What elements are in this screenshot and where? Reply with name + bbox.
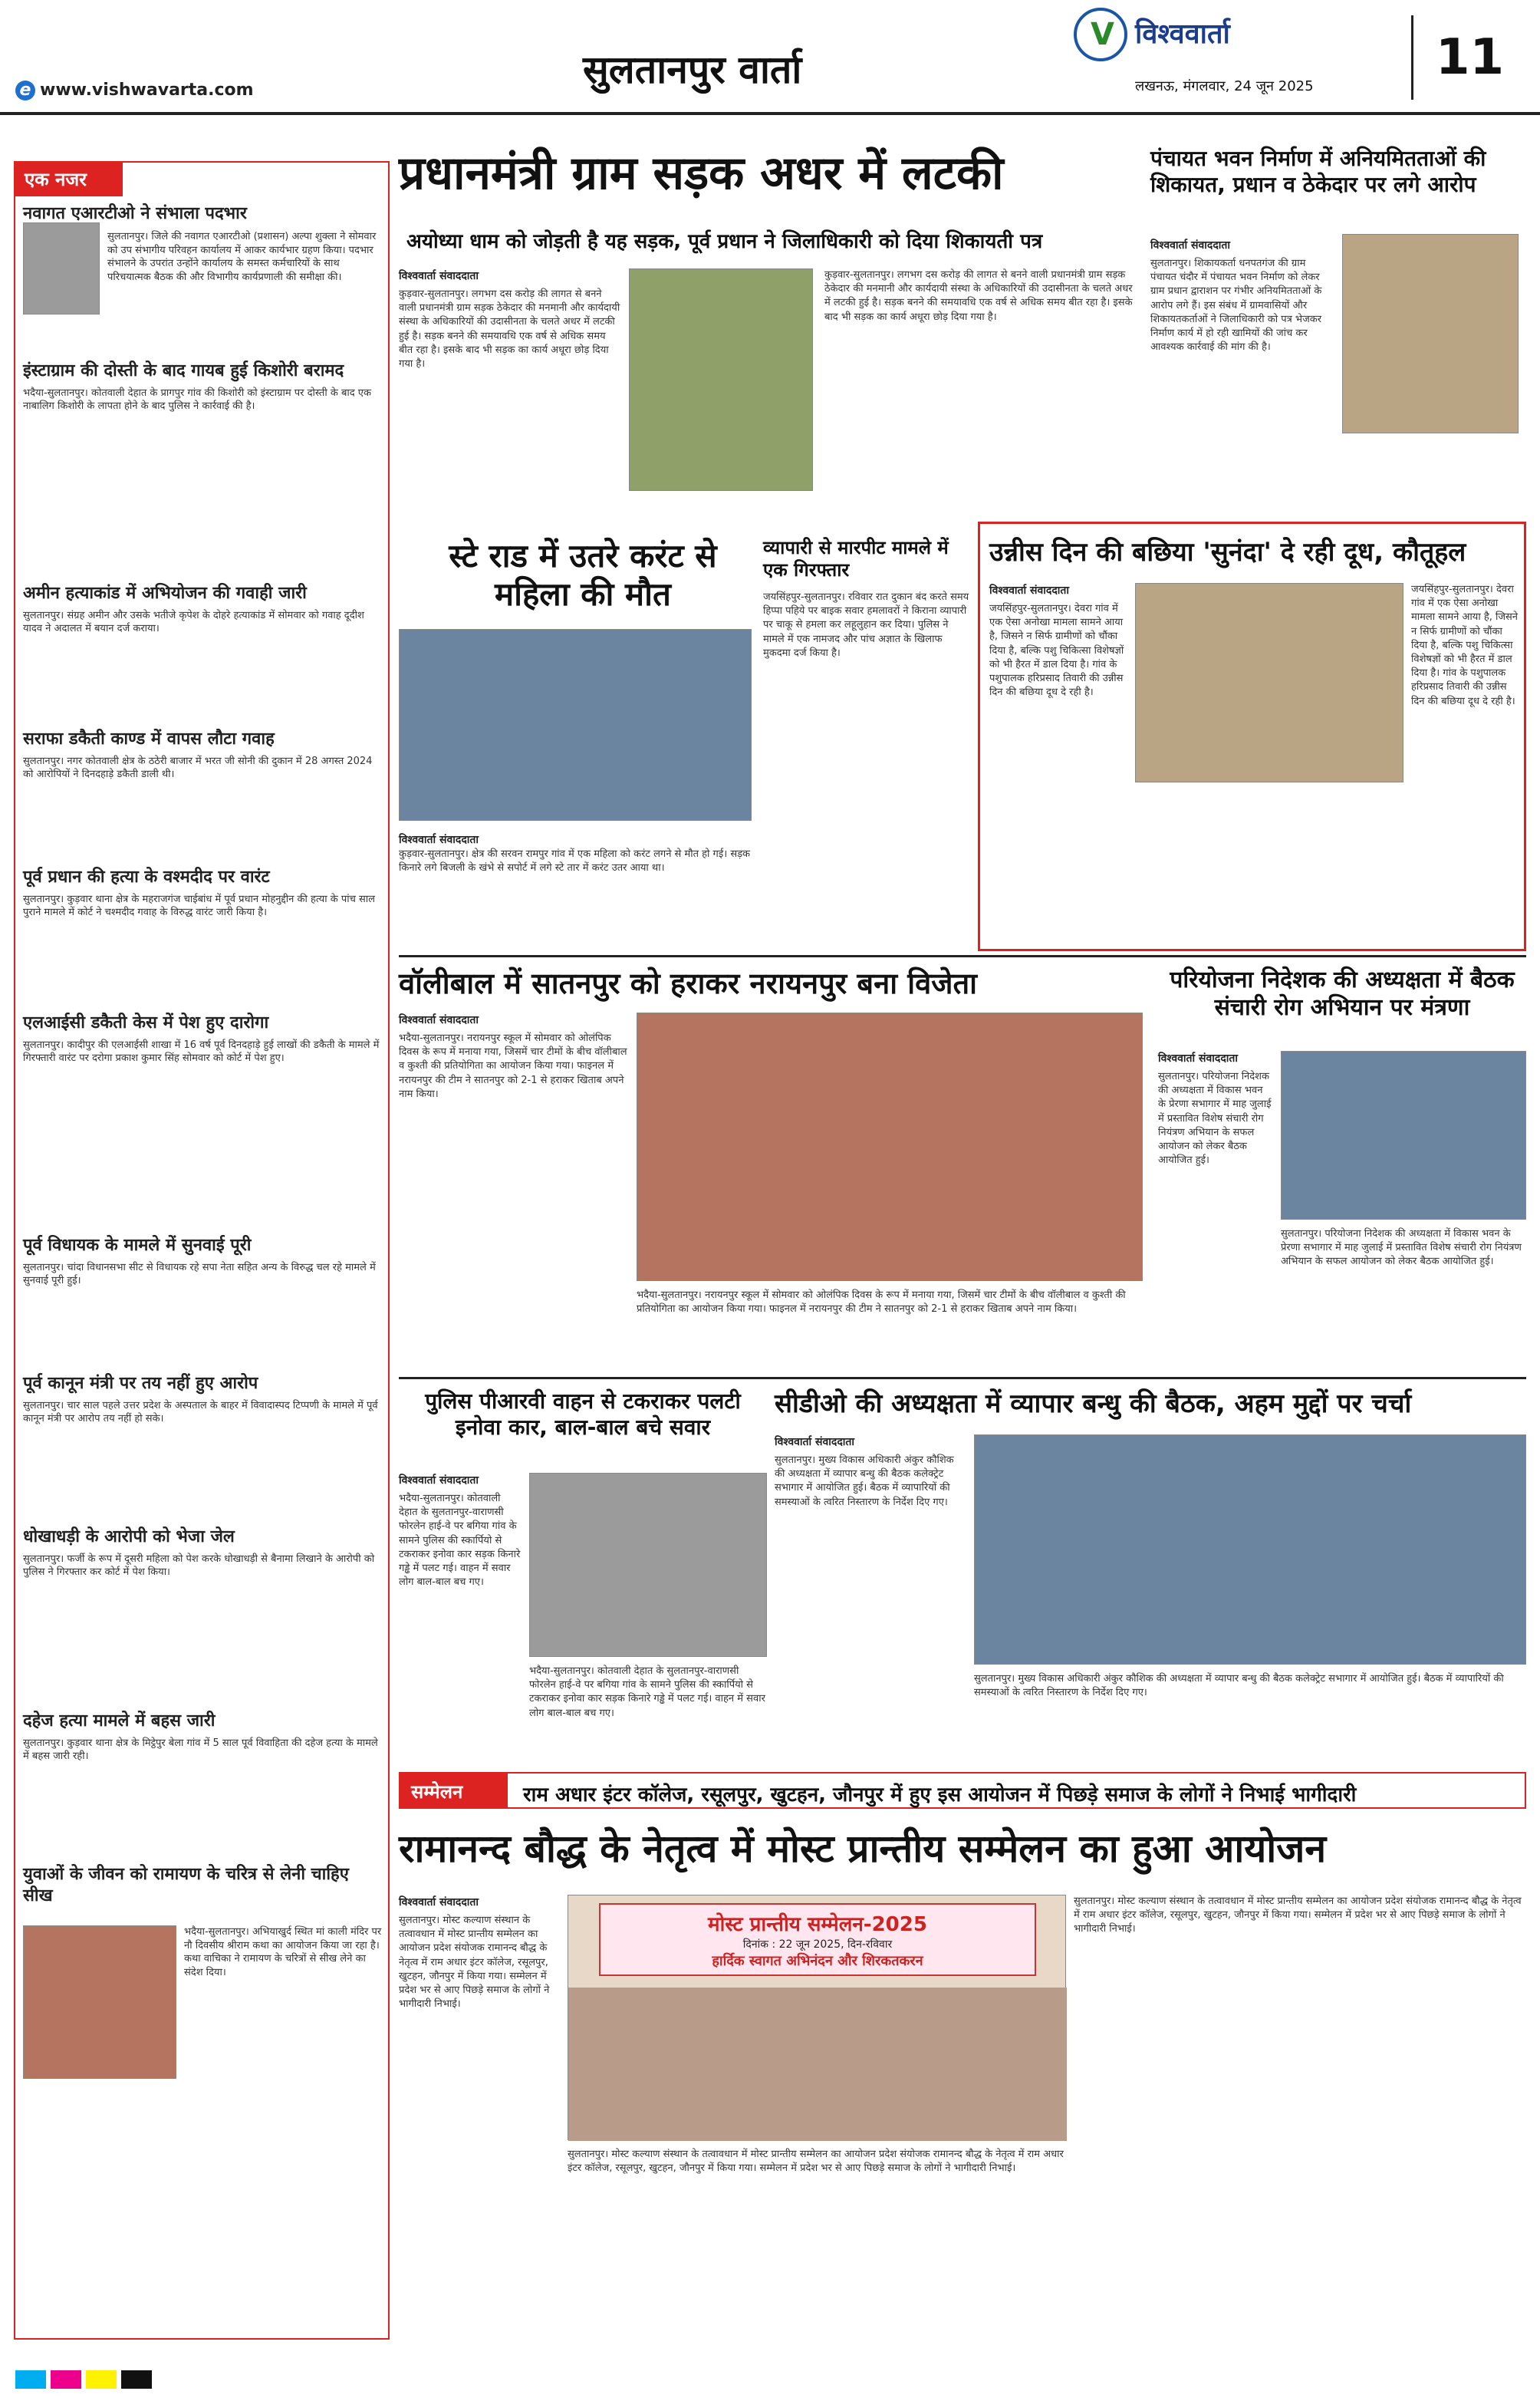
sammelan-photo-banner xyxy=(599,1903,1036,1976)
brand-logo-icon xyxy=(1074,8,1127,61)
police-byline: विश्ववार्ता संवाददाता xyxy=(399,1474,479,1487)
left-headline: युवाओं के जीवन को रामायण के चरित्र से लेनी चाहिए सीख xyxy=(23,1865,349,1905)
left-headline: धोखाधड़ी के आरोपी को भेजा जेल xyxy=(23,1527,235,1546)
current-photo xyxy=(399,629,752,821)
sammelan-body: सुलतानपुर। मोस्ट कल्याण संस्थान के तत्वावधान में मोस्ट प्रान्तीय सम्मेलन का आयोजन प्रदेश संयोजक रामानन्द बौद्ध के नेतृत्व में राम अधार इंटर कॉलेज, रसूलपुर, खुटहन, जौनपुर में किया गया। सम्मेलन में प्रदेश भर से आए पिछड़े समाज के लोगों ने भागीदारी निभाई। xyxy=(399,1915,550,2011)
browser-e-icon: e xyxy=(15,81,35,100)
website-link[interactable]: e www.vishwavarta.com xyxy=(15,81,254,100)
page-number: 11 xyxy=(1411,15,1526,100)
cyan-swatch xyxy=(15,2370,46,2389)
masthead xyxy=(0,0,1540,115)
cdo-body: सुलतानपुर। मुख्य विकास अधिकारी अंकुर कौशिक की अध्यक्षता में व्यापार बन्धु की बैठक कलेक्ट्रेट सभागार में आयोजित हुई। बैठक में व्यापारियों की समस्याओं के त्वरित निस्तारण के निर्देश दिए गए। xyxy=(775,1454,954,1508)
calf-headline: उन्नीस दिन की बछिया 'सुनंदा' दे रही दूध, कौतूहल xyxy=(989,537,1466,568)
calf-byline: विश्ववार्ता संवाददाता xyxy=(989,585,1070,597)
sammelan-banner-text: राम अधार इंटर कॉलेज, रसूलपुर, खुटहन, जौनपुर में हुए इस आयोजन में पिछड़े समाज के लोगों ने निभाई भागीदारी xyxy=(523,1783,1357,1807)
left-item-4 xyxy=(23,729,383,782)
photo-banner-title: मोस्ट प्रान्तीय सम्मेलन-2025 xyxy=(708,1913,927,1936)
left-body: भदैया-सुलतानपुर। अभियाखुर्द स्थित मां काली मंदिर पर नौ दिवसीय श्रीराम कथा का आयोजन किया जा रहा है। कथा वाचिका ने रामायण के चरित्रों से सीख लेने का संदेश दिया। xyxy=(184,1926,382,1978)
calf-photo xyxy=(1135,583,1403,782)
ek-najar-tag: एक नजर xyxy=(15,163,123,196)
project-body-cont: सुलतानपुर। परियोजना निदेशक की अध्यक्षता में विकास भवन के प्रेरणा सभागार में माह जुलाई में प्रस्तावित विशेष संचारी रोग नियंत्रण अभियान के सफल आयोजन को लेकर बैठक आयोजित हुई। xyxy=(1281,1228,1522,1268)
left-headline: पूर्व प्रधान की हत्या के वश्मदीद पर वारंट xyxy=(23,868,270,887)
cdo-headline: सीडीओ की अध्यक्षता में व्यापार बन्धु की बैठक, अहम मुद्दों पर चर्चा xyxy=(775,1388,1412,1419)
project-byline: विश्ववार्ता संवाददाता xyxy=(1158,1052,1239,1065)
left-item-1 xyxy=(23,203,383,225)
road-photo xyxy=(629,268,813,491)
left-item-8 xyxy=(23,1373,383,1426)
police-photo xyxy=(529,1473,767,1657)
cdo-photo xyxy=(974,1434,1526,1665)
left-headline: एलआईसी डकैती केस में पेश हुए दारोगा xyxy=(23,1013,269,1033)
section-title: सुलतानपुर वार्ता xyxy=(583,47,802,92)
lead-byline: विश्ववार्ता संवाददाता xyxy=(399,270,479,282)
sammelan-body-right: सुलतानपुर। मोस्ट कल्याण संस्थान के तत्वावधान में मोस्ट प्रान्तीय सम्मेलन का आयोजन प्रदेश संयोजक रामानन्द बौद्ध के नेतृत्व में राम अधार इंटर कॉलेज, रसूलपुर, खुटहन, जौनपुर में किया गया। सम्मेलन में प्रदेश भर से आए पिछड़े समाज के लोगों ने भागीदारी निभाई। xyxy=(1074,1895,1522,1935)
brand-block xyxy=(1074,8,1396,100)
left-item-5 xyxy=(23,867,383,920)
left-item-7 xyxy=(23,1235,383,1288)
color-registration-strip xyxy=(15,2370,1525,2389)
left-body: सुलतानपुर। कादीपुर की एलआईसी शाखा में 16 वर्ष पूर्व दिनदहाड़े हुई लाखों की डकैती के मामले में गिरफ्तारी वारंट पर दरोगा प्रकाश कुमार सिंह सोमवार को कोर्ट में पेश हुए। xyxy=(23,1039,380,1065)
project-body: सुलतानपुर। परियोजना निदेशक की अध्यक्षता में विकास भवन के प्रेरणा सभागार में माह जुलाई में प्रस्तावित विशेष संचारी रोग नियंत्रण अभियान के सफल आयोजन को लेकर बैठक आयोजित हुई। xyxy=(1158,1071,1272,1167)
left-body: सुलतानपुर। जिले की नवागत एआरटीओ (प्रशासन) अल्पा शुक्ला ने सोमवार को उप संभागीय परिवहन कार्यालय में आकर कार्यभार ग्रहण किया। पदभार संभालने के उपरांत उन्होंने कार्यालय के समस्त कर्मचारियों के साथ परिचयात्मक बैठक की और विभागीय कार्यप्रणाली की समीक्षा की। xyxy=(107,231,377,283)
police-body: भदैया-सुलतानपुर। कोतवाली देहात के सुलतानपुर-वाराणसी फोरलेन हाई-वे पर बगिया गांव के सामने पुलिस की स्कार्पियो से टकराकर इनोवा कार सड़क किनारे गड्ढे में पलट गई। वाहन में सवार लोग बाल-बाल बच गए। xyxy=(399,1493,521,1589)
katha-photo xyxy=(23,1925,176,2079)
trader-headline: व्यापारी से मारपीट मामले में एक गिरफ्तार xyxy=(763,537,949,581)
trader-body: जयसिंहपुर-सुलतानपुर। रविवार रात दुकान बंद करते समय हिप्पा पहिये पर बाइक सवार हमलावरों ने किराना व्यापारी पर चाकू से हमला कर लहूलुहान कर दिया। पुलिस ने मामले में एक नामजद और पांच अज्ञात के खिलाफ मुकदमा दर्ज किया है। xyxy=(763,591,969,659)
sammelan-photo xyxy=(568,1895,1066,2140)
cdo-body-cont: सुलतानपुर। मुख्य विकास अधिकारी अंकुर कौशिक की अध्यक्षता में व्यापार बन्धु की बैठक कलेक्ट्रेट सभागार में आयोजित हुई। बैठक में व्यापारियों की समस्याओं के त्वरित निस्तारण के निर्देश दिए गए। xyxy=(974,1673,1504,1699)
cdo-byline: विश्ववार्ता संवाददाता xyxy=(775,1436,855,1448)
left-item-10 xyxy=(23,1711,383,1764)
left-headline: सराफा डकैती काण्ड में वापस लौटा गवाह xyxy=(23,730,275,749)
lead-subhead: अयोध्या धाम को जोड़ती है यह सड़क, पूर्व प्रधान ने जिलाधिकारी को दिया शिकायती पत्र xyxy=(406,230,1043,253)
photo-banner-sub: हार्दिक स्वागत अभिनंदन और शिरकतकरन xyxy=(712,1953,923,1969)
dateline: लखनऊ, मंगलवार, 24 जून 2025 xyxy=(1135,78,1314,94)
calf-body-cont: जयसिंहपुर-सुलतानपुर। देवरा गांव में एक ऐसा अनोखा मामला सामने आया है, जिसने न सिर्फ ग्रामीणों को चौंका दिया है, बल्कि पशु चिकित्सा विशेषज्ञों को भी हैरत में डाल दिया है। गांव के पशुपालक हरिप्रसाद तिवारी की उन्नीस दिन की बछिया दूध दे रही है। xyxy=(1411,584,1519,707)
sammelan-body-cont: सुलतानपुर। मोस्ट कल्याण संस्थान के तत्वावधान में मोस्ट प्रान्तीय सम्मेलन का आयोजन प्रदेश संयोजक रामानन्द बौद्ध के नेतृत्व में राम अधार इंटर कॉलेज, रसूलपुर, खुटहन, जौनपुर में किया गया। सम्मेलन में प्रदेश भर से आए पिछड़े समाज के लोगों ने भागीदारी निभाई। xyxy=(568,2149,1064,2175)
volleyball-byline: विश्ववार्ता संवाददाता xyxy=(399,1014,479,1026)
panchayat-headline: पंचायत भवन निर्माण में अनियमितताओं की शिकायत, प्रधान व ठेकेदार पर लगे आरोप xyxy=(1150,146,1486,197)
volleyball-body-cont: भदैया-सुलतानपुर। नरायनपुर स्कूल में सोमवार को ओलंपिक दिवस के रूप में मनाया गया, जिसमें चार टीमों के बीच वॉलीबाल व कुश्ती की प्रतियोगिता का आयोजन किया गया। फाइनल में नरायनपुर की टीम ने सातनपुर को 2-1 से हराकर खिताब अपने नाम किया। xyxy=(637,1289,1126,1316)
yellow-swatch xyxy=(86,2370,117,2389)
left-body: सुलतानपुर। कुड़वार थाना क्षेत्र के मिट्ठेपुर बेला गांव में 5 साल पूर्व विवाहिता की दहेज हत्या के मामले में बहस जारी रही। xyxy=(23,1737,378,1763)
left-item-9 xyxy=(23,1527,383,1579)
current-byline: विश्ववार्ता संवाददाता xyxy=(399,834,479,846)
left-headline: नवागत एआरटीओ ने संभाला पदभार xyxy=(23,204,247,223)
left-item-2 xyxy=(23,361,383,413)
left-headline: दहेज हत्या मामले में बहस जारी xyxy=(23,1711,216,1731)
artio-photo xyxy=(23,222,100,315)
lead-headline: प्रधानमंत्री ग्राम सड़क अधर में लटकी xyxy=(399,147,1004,200)
left-body: भदैया-सुलतानपुर। कोतवाली देहात के प्रागपुर गांव की किशोरी को इंस्टाग्राम पर दोस्ती के बाद एक नाबालिग किशोरी के लापता होने के बाद पुलिस ने कार्रवाई की है। xyxy=(23,387,371,413)
left-headline: इंस्टाग्राम की दोस्ती के बाद गायब हुई किशोरी बरामद xyxy=(23,361,344,380)
volleyball-body: भदैया-सुलतानपुर। नरायनपुर स्कूल में सोमवार को ओलंपिक दिवस के रूप में मनाया गया, जिसमें चार टीमों के बीच वॉलीबाल व कुश्ती की प्रतियोगिता का आयोजन किया गया। फाइनल में नरायनपुर की टीम ने सातनपुर को 2-1 से हराकर खिताब अपने नाम किया। xyxy=(399,1033,627,1100)
sammelan-byline: विश्ववार्ता संवाददाता xyxy=(399,1896,479,1909)
divider xyxy=(399,955,1526,957)
panchayat-photo xyxy=(1342,234,1519,433)
left-body: सुलतानपुर। कुड़वार थाना क्षेत्र के महराजगंज चाईबांध में पूर्व प्रधान मोहनुद्दीन की हत्या के पांच साल पुराने मामले में कोर्ट ने चश्मदीद गवाह के विरुद्ध वारंट जारी किया है। xyxy=(23,893,375,919)
project-headline: परियोजना निदेशक की अध्यक्षता में बैठक संचारी रोग अभियान पर मंत्रणा xyxy=(1170,967,1515,1021)
left-headline: पूर्व कानून मंत्री पर तय नहीं हुए आरोप xyxy=(23,1374,258,1393)
divider xyxy=(399,1377,1526,1379)
crowd-image xyxy=(568,1988,1067,2141)
sammelan-label: सम्मेलन xyxy=(400,1774,508,1807)
police-body-cont: भदैया-सुलतानपुर। कोतवाली देहात के सुलतानपुर-वाराणसी फोरलेन हाई-वे पर बगिया गांव के सामने पुलिस की स्कार्पियो से टकराकर इनोवा कार सड़क किनारे गड्ढे में पलट गई। वाहन में सवार लोग बाल-बाल बच गए। xyxy=(529,1665,765,1719)
brand-name: विश्ववार्ता xyxy=(1135,18,1230,50)
project-photo xyxy=(1281,1051,1526,1220)
left-item-3 xyxy=(23,583,383,636)
left-headline: अमीन हत्याकांड में अभियोजन की गवाही जारी xyxy=(23,584,307,603)
left-item-6 xyxy=(23,1013,383,1065)
left-body: सुलतानपुर। चार साल पहले उत्तर प्रदेश के अस्पताल के बाहर में विवादास्पद टिप्पणी के मामले में पूर्व कानून मंत्री पर आरोप तय नहीं हो सके। xyxy=(23,1399,378,1425)
left-headline: पूर्व विधायक के मामले में सुनवाई पूरी xyxy=(23,1236,252,1255)
magenta-swatch xyxy=(51,2370,81,2389)
lead-body-cont: कुड़वार-सुलतानपुर। लगभग दस करोड़ की लागत से बनने वाली प्रधानमंत्री ग्राम सड़क ठेकेदार की मनमानी और कार्यदायी संस्था के अधिकारियों की उदासीनता के चलते अधर में लटकी हुई है। सड़क बनने की समयावधि एक वर्ष से अधिक समय बीत रहा है। इसके बाद भी सड़क का कार्य अधूरा छोड़ दिया गया है। xyxy=(824,269,1133,323)
lead-body: कुड़वार-सुलतानपुर। लगभग दस करोड़ की लागत से बनने वाली प्रधानमंत्री ग्राम सड़क ठेकेदार की मनमानी और कार्यदायी संस्था के अधिकारियों की उदासीनता के चलते अधर में लटकी हुई है। सड़क बनने की समयावधि एक वर्ष से अधिक समय बीत रहा है। इसके बाद भी सड़क का कार्य अधूरा छोड़ दिया गया है। xyxy=(399,288,620,370)
black-swatch xyxy=(121,2370,152,2389)
left-body: सुलतानपुर। नगर कोतवाली क्षेत्र के ठठेरी बाजार में भरत जी सोनी की दुकान में 28 अगस्त 2024 को आरोपियों ने दिनदहाड़े डकैती डाली थी। xyxy=(23,755,373,781)
sammelan-headline: रामानन्द बौद्ध के नेतृत्व में मोस्ट प्रान्तीय सम्मेलन का हुआ आयोजन xyxy=(399,1826,1327,1871)
panchayat-body: सुलतानपुर। शिकायकर्ता धनपतगंज की ग्राम पंचायत चंदौर में पंचायत भवन निर्माण को लेकर ग्राम प्रधान द्वाराशन पर गंभीर अनियमितताओं के आरोप लगे हैं। इस संबंध में ग्रामवासियों और शिकायतकर्ताओं ने जिलाधिकारी को पत्र भेजकर निर्माण कार्य में हो रही खामियों की जांच कर आवश्यक कार्रवाई की मांग की है। xyxy=(1150,258,1322,354)
left-body: सुलतानपुर। चांदा विधानसभा सीट से विधायक रहे सपा नेता सहित अन्य के विरुद्ध चल रहे मामले में सुनवाई पूरी हुई। xyxy=(23,1261,376,1287)
calf-body: जयसिंहपुर-सुलतानपुर। देवरा गांव में एक ऐसा अनोखा मामला सामने आया है, जिसने न सिर्फ ग्रामीणों को चौंका दिया है, बल्कि पशु चिकित्सा विशेषज्ञों को भी हैरत में डाल दिया है। गांव के पशुपालक हरिप्रसाद तिवारी की उन्नीस दिन की बछिया दूध दे रही है। xyxy=(989,603,1124,699)
left-item-11 xyxy=(23,1864,383,1906)
volleyball-headline: वॉलीबाल में सातनपुर को हराकर नरायनपुर बना विजेता xyxy=(399,967,977,1000)
current-headline: स्टे राड में उतरे करंट से महिला की मौत xyxy=(449,537,717,614)
panchayat-byline: विश्ववार्ता संवाददाता xyxy=(1150,239,1231,252)
sammelan-banner xyxy=(399,1772,1526,1809)
volleyball-photo xyxy=(637,1013,1143,1281)
police-headline: पुलिस पीआरवी वाहन से टकराकर पलटी इनोवा कार, बाल-बाल बचे सवार xyxy=(425,1388,741,1440)
left-body: सुलतानपुर। फर्जी के रूप में दूसरी महिला को पेश करके धोखाधड़ी से बैनामा लिखाने के आरोपी को पुलिस ने गिरफ्तार कर कोर्ट में पेश किया। xyxy=(23,1553,375,1579)
photo-banner-date: दिनांक : 22 जून 2025, दिन-रविवार xyxy=(742,1938,893,1951)
left-body: सुलतानपुर। संग्रह अमीन और उसके भतीजे कृपेश के दोहरे हत्याकांड में सोमवार को गवाह दूदीश यादव ने अदालत में बयान दर्ज कराया। xyxy=(23,609,364,635)
current-body: कुड़वार-सुलतानपुर। क्षेत्र की सरवन रामपुर गांव में एक महिला को करंट लगने से मौत हो गई। सड़क किनारे लगे बिजली के खंभे से सपोर्ट में लगे स्टे तार में करंट उतर आया था। xyxy=(399,848,751,874)
